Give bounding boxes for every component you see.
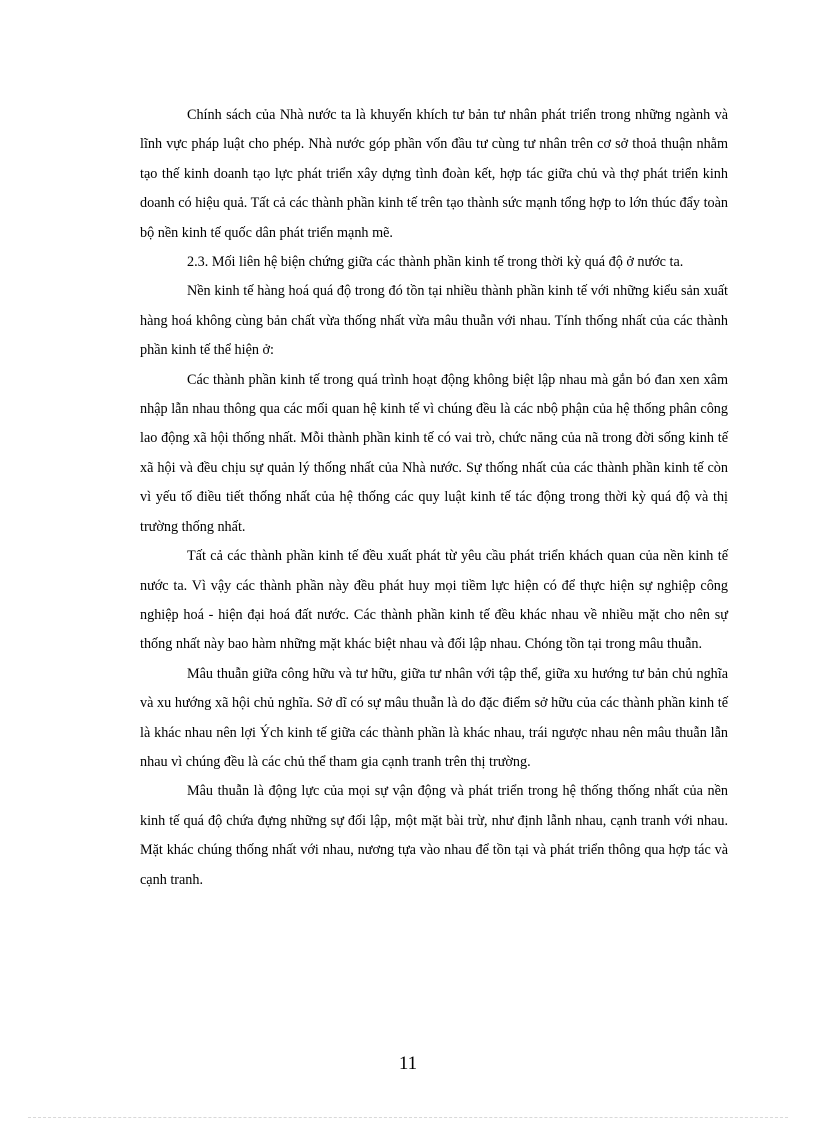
body-text bbox=[140, 101, 728, 895]
paragraph-interconnection: Các thành phần kinh tế trong quá trình hoạt động không biệt lập nhau mà gắn bó đan xen xâm nhập lẫn nhau thông qua các mối quan hệ kinh tế vì chúng đều là các nbộ phận của hệ thống phân công lao động xã hội thống nhất. Mỗi thành phần kinh tế có vai trò, chức năng của nã trong đời sống kinh tế xã hội và đều chịu sự quản lý thống nhất của Nhà nước. Sự thống nhất của các thành phần kinh tế còn vì yếu tố điều tiết thống nhất của hệ thống các quy luật kinh tế tác động trong thời kỳ quá độ và thị trường thống nhất. bbox=[140, 371, 728, 535]
page-number: 11 bbox=[398, 1053, 418, 1074]
page-bottom-border bbox=[28, 1117, 788, 1118]
paragraph-driving-force: Mâu thuẫn là động lực của mọi sự vận động và phát triển trong hệ thống thống nhất của nền kinh tế quá độ chứa đựng những sự đối lập, một mặt bài trừ, như định lẫnh nhau, cạnh tranh với nhau. Mặt khác chúng thống nhất với nhau, nương tựa vào nhau để tồn tại và phát triển thông qua hợp tác và cạnh tranh. bbox=[140, 783, 728, 888]
paragraph-common-goal: Tất cả các thành phần kinh tế đều xuất phát từ yêu cầu phát triển khách quan của nền kinh tế nước ta. Vì vậy các thành phần này đều phát huy mọi tiềm lực hiện có để thực hiện sự nghiệp công nghiệp hoá - hiện đại hoá đất nước. Các thành phần kinh tế đều khác nhau về nhiều mặt cho nên sự thống nhất này bao hàm những mặt khác biệt nhau và đối lập nhau. Chóng tồn tại trong mâu thuẫn. bbox=[140, 548, 728, 653]
section-heading-2-3: 2.3. Mối liên hệ biện chứng giữa các thành phần kinh tế trong thời kỳ quá độ ở nước ta. bbox=[187, 254, 684, 271]
paragraph-private-capital-policy: Chính sách của Nhà nước ta là khuyến khích tư bản tư nhân phát triển trong những ngành và lĩnh vực pháp luật cho phép. Nhà nước góp phần vốn đầu tư cùng tư nhân trên cơ sở thoả thuận nhằm tạo thế kinh doanh tạo lực phát triển xây dựng tình đoàn kết, hợp tác giữa chủ và thợ phát triển kinh doanh có hiệu quả. Tất cả các thành phần kinh tế trên tạo thành sức mạnh tổng hợp to lớn thúc đẩy toàn bộ nền kinh tế quốc dân phát triển mạnh mẽ. bbox=[140, 107, 728, 241]
paragraph-contradictions: Mâu thuẫn giữa công hữu và tư hữu, giữa tư nhân với tập thể, giữa xu hướng tư bản chủ nghĩa và xu hướng xã hội chủ nghĩa. Sở dĩ có sự mâu thuẫn là do đặc điểm sở hữu của các thành phần kinh tế là khác nhau nên lợi Ých kinh tế giữa các thành phần là khác nhau, trái ngược nhau nên mâu thuẫn lẫn nhau vì chúng đều là các chủ thể tham gia cạnh tranh trên thị trường. bbox=[140, 665, 728, 770]
paragraph-transitional-economy: Nền kinh tế hàng hoá quá độ trong đó tồn tại nhiều thành phần kinh tế với những kiểu sản xuất hàng hoá không cùng bản chất vừa thống nhất vừa mâu thuẫn với nhau. Tính thống nhất của các thành phần kinh tế thể hiện ở: bbox=[140, 283, 728, 359]
